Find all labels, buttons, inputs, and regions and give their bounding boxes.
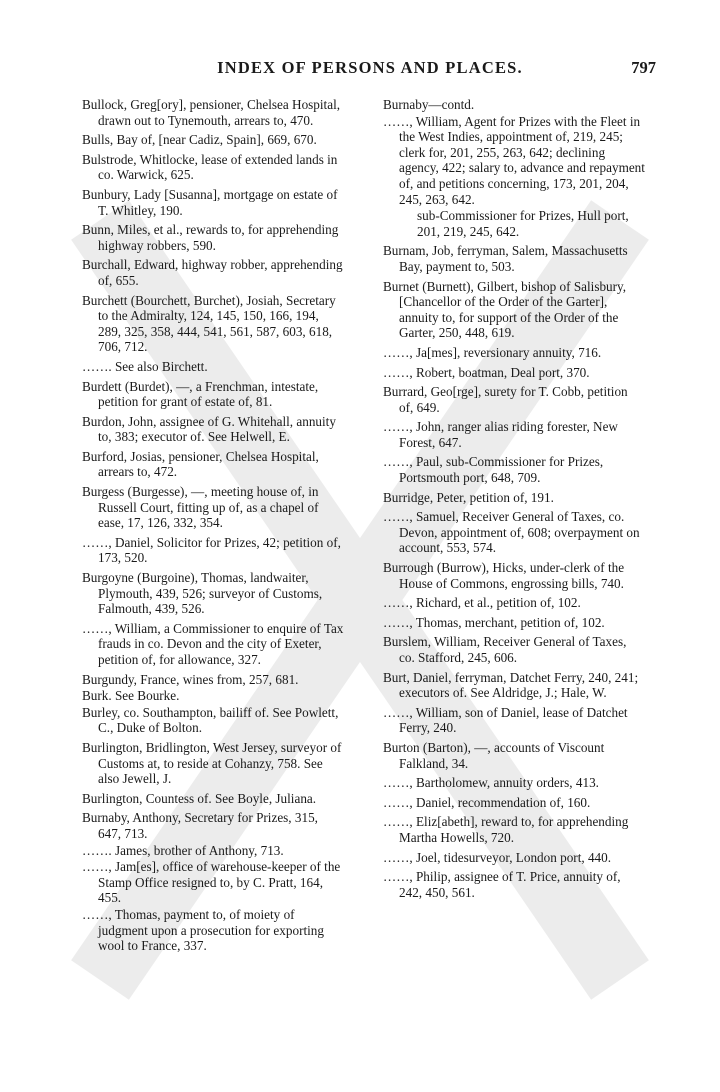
- index-entry: ……, Eliz[abeth], reward to, for apprehending Martha Howells, 720.: [383, 814, 629, 845]
- index-entry: Burchett (Bourchett, Burchet), Josiah, Secretary to the Admiralty, 124, 145, 150, 166, 194, 289, 325, 358, 444, 541, 561, 587, 603, 618, 706, 712.: [82, 292, 336, 355]
- index-entry: Bunn, Miles, et al., rewards to, for apprehending highway robbers, 590.: [82, 222, 339, 253]
- index-entry: Burnam, Job, ferryman, Salem, Massachusetts Bay, payment to, 503.: [383, 243, 628, 274]
- index-entry: ……, Paul, sub-Commissioner for Prizes, Portsmouth port, 648, 709.: [383, 454, 604, 486]
- index-entry: ……, Joel, tidesurveyor, London port, 440.: [383, 849, 612, 865]
- index-column-left: [82, 97, 344, 958]
- index-entry: Burlington, Countess of. See Boyle, Juliana.: [82, 790, 317, 806]
- index-entry: Burgoyne (Burgoine), Thomas, landwaiter, Plymouth, 439, 526; surveyor of Customs, Falmouth, 439, 526.: [82, 570, 323, 617]
- index-entry: Burnaby—contd.: [383, 97, 475, 112]
- index-entry: Bunbury, Lady [Susanna], mortgage on estate of T. Whitley, 190.: [82, 186, 338, 218]
- index-entry: Burgundy, France, wines from, 257, 681.: [82, 671, 299, 687]
- index-entry: ……, Thomas, merchant, petition of, 102.: [383, 614, 605, 630]
- page-header: [84, 58, 656, 84]
- index-entry: Burdon, John, assignee of G. Whitehall, annuity to, 383; executor of. See Helwell, E.: [82, 413, 336, 445]
- index-entry: Burslem, William, Receiver General of Taxes, co. Stafford, 245, 606.: [383, 634, 627, 665]
- index-entry: ……, Richard, et al., petition of, 102.: [383, 595, 581, 611]
- index-entry: ……, Daniel, Solicitor for Prizes, 42; petition of, 173, 520.: [82, 534, 341, 566]
- index-entry: Burk. See Bourke.: [82, 688, 180, 704]
- index-entry: ……, Samuel, Receiver General of Taxes, co. Devon, appointment of, 608; overpayment on account, 553, 574.: [383, 509, 640, 556]
- index-entry: Burt, Daniel, ferryman, Datchet Ferry, 240, 241; executors of. See Aldridge, J.; Hale, W.: [383, 669, 639, 701]
- index-entry: Burley, co. Southampton, bailiff of. See Powlett, C., Duke of Bolton.: [82, 704, 339, 736]
- index-entry: ……, Robert, boatman, Deal port, 370.: [383, 364, 590, 380]
- index-entry: Burton (Barton), —, accounts of Viscount Falkland, 34.: [383, 739, 605, 771]
- page-title: INDEX OF PERSONS AND PLACES.: [217, 58, 523, 77]
- index-entry: Bulstrode, Whitlocke, lease of extended lands in co. Warwick, 625.: [82, 151, 338, 183]
- index-entry: Bulls, Bay of, [near Cadiz, Spain], 669, 670.: [82, 132, 317, 148]
- index-entry: Burridge, Peter, petition of, 191.: [383, 489, 554, 505]
- index-entry: ……, Daniel, recommendation of, 160.: [383, 794, 591, 810]
- index-subentry: sub-Commissioner for Prizes, Hull port, 201, 219, 245, 642.: [417, 208, 629, 239]
- index-entry: ……, William, a Commissioner to enquire of Tax frauds in co. Devon and the city of Exeter, petition of, for allowance, 327.: [82, 620, 344, 667]
- index-entry: Burchall, Edward, highway robber, apprehending of, 655.: [82, 257, 343, 288]
- index-entry: Burrard, Geo[rge], surety for T. Cobb, petition of, 649.: [383, 384, 628, 415]
- index-entry: Burlington, Bridlington, West Jersey, surveyor of Customs at, to reside at Cohanzy, 758. See also Jewell, J.: [82, 739, 342, 787]
- page-number: 797: [631, 58, 656, 77]
- index-entry: Burgess (Burgesse), —, meeting house of, in Russell Court, fitting up of, as a chapel of ease, 17, 126, 332, 354.: [82, 484, 319, 531]
- index-entry: Bullock, Greg[ory], pensioner, Chelsea Hospital, drawn out to Tynemouth, arrears to, 470.: [82, 97, 341, 128]
- index-entry: ……, William, son of Daniel, lease of Datchet Ferry, 240.: [383, 704, 628, 736]
- index-entry: ……. See also Birchett.: [82, 358, 208, 374]
- index-entry: ……, Jam[es], office of warehouse-keeper of the Stamp Office resigned to, by C. Pratt, 164, 455.: [82, 859, 341, 906]
- index-entry: ……, Bartholomew, annuity orders, 413.: [383, 775, 599, 791]
- index-entry: Burdett (Burdet), —, a Frenchman, intestate, petition for grant of estate of, 81.: [82, 378, 319, 410]
- index-entry: Burnaby, Anthony, Secretary for Prizes, 315, 647, 713.: [82, 810, 318, 841]
- index-entry: Burnet (Burnett), Gilbert, bishop of Salisbury, [Chancellor of the Order of the Garter], annuity to, for support of the Order of the Garter, 250, 448, 619.: [383, 278, 627, 341]
- index-entry: ……, Philip, assignee of T. Price, annuity of, 242, 450, 561.: [383, 869, 621, 900]
- index-entry: ……, John, ranger alias riding forester, New Forest, 647.: [383, 419, 618, 450]
- index-entry: Burrough (Burrow), Hicks, under-clerk of the House of Commons, engrossing bills, 740.: [383, 560, 625, 591]
- index-entry: Burford, Josias, pensioner, Chelsea Hospital, arrears to, 472.: [82, 448, 319, 480]
- index-entry: ……, Ja[mes], reversionary annuity, 716.: [383, 344, 602, 360]
- index-entry: ……, William, Agent for Prizes with the Fleet in the West Indies, appointment of, 219, 245; clerk for, 201, 255, 263, 642; declining agency, 422; salary to, advance and repayment of, and petitions concerning, 173, 201, 204, 245, 263, 642.: [383, 113, 645, 207]
- index-entry: ……, Thomas, payment to, of moiety of judgment upon a prosecution for exporting wool to France, 337.: [82, 906, 324, 954]
- index-entry: ……. James, brother of Anthony, 713.: [82, 842, 284, 858]
- index-column-right: [383, 97, 645, 904]
